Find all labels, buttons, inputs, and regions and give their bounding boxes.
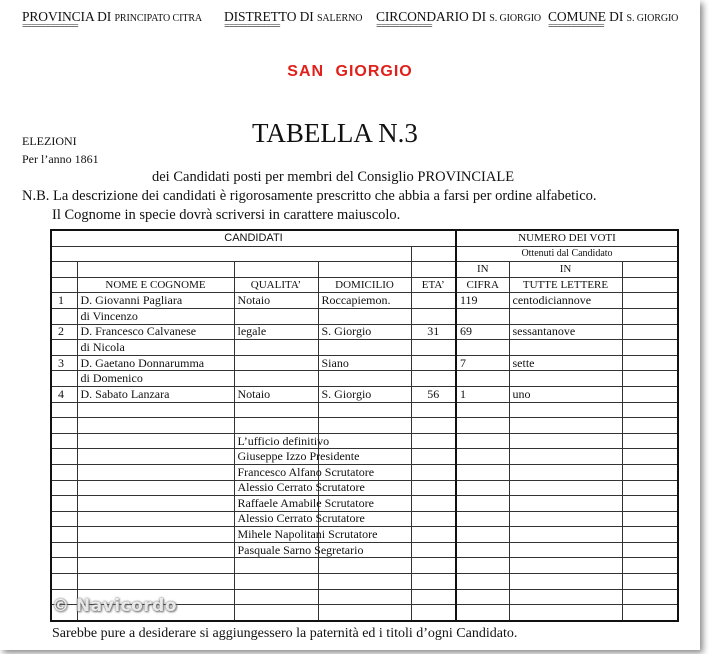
cell-eta [411, 480, 456, 496]
blank-cell [622, 496, 678, 512]
cell-qualita [234, 371, 318, 387]
table-row [51, 449, 678, 465]
blank-cell [622, 418, 678, 434]
cell-domicilio: Roccapiemon. [318, 293, 411, 309]
cell-qualita: Alessio Cerrato Scrutatore [234, 480, 318, 496]
cell-eta [411, 433, 456, 449]
town-name: SAN GIORGIO [287, 63, 413, 80]
provincia-value: PRINCIPATO CITRA [114, 13, 203, 24]
table-row [51, 480, 678, 496]
cell-lettere [509, 589, 622, 605]
table-row [51, 324, 678, 340]
cell-eta [411, 605, 456, 621]
cell-lettere [509, 340, 622, 356]
blank-cell [622, 308, 678, 324]
blank-cell [411, 262, 456, 278]
cell-qualita: Mihele Napolitani Scrutatore [234, 527, 318, 543]
ottenuti-header: Ottenuti dal Candidato [456, 246, 678, 262]
cell-qualita [234, 589, 318, 605]
table-row [51, 371, 678, 387]
cell-eta [411, 542, 456, 558]
subtitle: dei Candidati posti per membri del Consiglio PROVINCIALE [152, 169, 515, 185]
cell-cifra [456, 542, 509, 558]
cell-num [51, 511, 77, 527]
cell-qualita [234, 340, 318, 356]
footer-note: Sarebbe pure a desiderare si aggiungessero la paternità ed i titoli d’ogni Candidato. [52, 626, 518, 641]
in-header-1: IN [456, 262, 509, 278]
cell-nome: D. Giovanni Pagliara [77, 293, 234, 309]
cell-num [51, 308, 77, 324]
blank-cell [622, 574, 678, 590]
cell-nome [77, 480, 234, 496]
cell-nome [77, 558, 234, 574]
cell-eta [411, 496, 456, 512]
cell-lettere [509, 464, 622, 480]
cell-lettere [509, 558, 622, 574]
cell-num [51, 464, 77, 480]
cell-domicilio [318, 340, 411, 356]
header-row-1 [51, 230, 678, 246]
cell-lettere [509, 418, 622, 434]
table-row [51, 496, 678, 512]
blank-cell [622, 464, 678, 480]
blank-cell [622, 277, 678, 293]
table-row [51, 464, 678, 480]
cell-cifra [456, 605, 509, 621]
cell-domicilio [318, 605, 411, 621]
cell-num [51, 402, 77, 418]
cell-qualita: Notaio [234, 293, 318, 309]
cell-qualita: L’ufficio definitivo [234, 433, 318, 449]
col-nome-header: NOME E COGNOME [77, 277, 234, 293]
cell-num [51, 449, 77, 465]
cell-num [51, 527, 77, 543]
cell-eta [411, 355, 456, 371]
cell-cifra [456, 527, 509, 543]
blank-cell [622, 449, 678, 465]
cell-domicilio: S. Giorgio [318, 386, 411, 402]
blank-cell [622, 433, 678, 449]
cell-eta [411, 574, 456, 590]
cell-cifra [456, 433, 509, 449]
cell-eta [411, 449, 456, 465]
blank-cell [77, 262, 234, 278]
cell-nome: D. Gaetano Donnarumma [77, 355, 234, 371]
cell-nome [77, 527, 234, 543]
cell-num [51, 340, 77, 356]
cell-cifra [456, 480, 509, 496]
cell-lettere [509, 449, 622, 465]
table-row [51, 433, 678, 449]
table-row [51, 574, 678, 590]
blank-cell [622, 511, 678, 527]
table-row [51, 542, 678, 558]
cell-qualita: Giuseppe Izzo Presidente [234, 449, 318, 465]
underline-distretto: ============ [224, 21, 280, 32]
cell-domicilio [318, 433, 411, 449]
table-row [51, 340, 678, 356]
cell-qualita: Alessio Cerrato Scrutatore [234, 511, 318, 527]
cell-cifra [456, 340, 509, 356]
blank-cell [622, 340, 678, 356]
cell-qualita [234, 308, 318, 324]
cell-qualita: Raffaele Amabile Scrutatore [234, 496, 318, 512]
table-row [51, 511, 678, 527]
blank-cell [622, 605, 678, 621]
cell-nome [77, 574, 234, 590]
table-row [51, 418, 678, 434]
cell-cifra [456, 574, 509, 590]
page-title: TABELLA N.3 [252, 118, 418, 148]
comune-value: S. GIORGIO [626, 13, 679, 24]
cell-cifra [456, 558, 509, 574]
cell-qualita [234, 605, 318, 621]
cell-num: 2 [51, 324, 77, 340]
cell-eta [411, 558, 456, 574]
blank-cell [234, 262, 318, 278]
cell-num [51, 480, 77, 496]
cell-cifra: 119 [456, 293, 509, 309]
cell-domicilio [318, 308, 411, 324]
cell-num: 4 [51, 386, 77, 402]
elezioni-label: ELEZIONI [22, 134, 77, 148]
blank-cell [51, 246, 411, 262]
header-row-3 [51, 262, 678, 278]
col-qualita-header: QUALITA’ [234, 277, 318, 293]
blank-cell [622, 293, 678, 309]
cell-cifra [456, 371, 509, 387]
cell-num [51, 558, 77, 574]
table-row [51, 386, 678, 402]
cell-num [51, 418, 77, 434]
blank-cell [622, 589, 678, 605]
cell-nome [77, 496, 234, 512]
cell-nome [77, 402, 234, 418]
cell-nome: di Vincenzo [77, 308, 234, 324]
blank-cell [622, 480, 678, 496]
cell-eta [411, 402, 456, 418]
cell-lettere: uno [509, 386, 622, 402]
blank-cell [622, 527, 678, 543]
underline-comune: ============ [548, 21, 604, 32]
nb-line-1: N.B. La descrizione dei candidati è rigorosamente prescritto che abbia a farsi per ordine alfabetico. [22, 188, 597, 204]
cell-lettere: sessantanove [509, 324, 622, 340]
cell-lettere [509, 308, 622, 324]
blank-cell [622, 355, 678, 371]
cell-nome [77, 542, 234, 558]
blank-cell [51, 277, 77, 293]
cell-qualita [234, 574, 318, 590]
cell-domicilio [318, 418, 411, 434]
cell-eta [411, 418, 456, 434]
blank-cell [622, 324, 678, 340]
candidati-header: CANDIDATI [51, 230, 456, 246]
cell-cifra [456, 418, 509, 434]
cell-cifra [456, 402, 509, 418]
numero-voti-header: NUMERO DEI VOTI [456, 230, 678, 246]
cell-cifra [456, 449, 509, 465]
cell-eta [411, 527, 456, 543]
cell-num [51, 542, 77, 558]
cell-lettere: centodiciannove [509, 293, 622, 309]
cell-eta [411, 589, 456, 605]
cell-nome [77, 433, 234, 449]
circondario-value: S. GIORGIO [489, 13, 542, 24]
cell-lettere [509, 496, 622, 512]
blank-cell [318, 262, 411, 278]
table-row [51, 527, 678, 543]
cell-qualita [234, 402, 318, 418]
cell-eta: 31 [411, 324, 456, 340]
cell-domicilio [318, 558, 411, 574]
cell-qualita [234, 355, 318, 371]
cell-nome [77, 418, 234, 434]
cell-domicilio [318, 574, 411, 590]
cell-num [51, 371, 77, 387]
cell-domicilio: Siano [318, 355, 411, 371]
underline-circondario: ============ [376, 21, 432, 32]
cell-qualita [234, 558, 318, 574]
cell-lettere: sette [509, 355, 622, 371]
cell-lettere [509, 542, 622, 558]
copyright-watermark: © Navicordo [52, 596, 178, 616]
table-row [51, 558, 678, 574]
cell-lettere [509, 402, 622, 418]
cell-eta [411, 293, 456, 309]
cell-nome [77, 449, 234, 465]
cell-qualita: legale [234, 324, 318, 340]
blank-cell [622, 371, 678, 387]
cell-eta [411, 464, 456, 480]
col-lettere-header: TUTTE LETTERE [509, 277, 622, 293]
cell-qualita: Francesco Alfano Scrutatore [234, 464, 318, 480]
blank-cell [411, 246, 456, 262]
cell-eta: 56 [411, 386, 456, 402]
cell-cifra [456, 308, 509, 324]
cell-lettere [509, 605, 622, 621]
col-cifra-header: CIFRA [456, 277, 509, 293]
cell-cifra: 7 [456, 355, 509, 371]
table-row [51, 308, 678, 324]
cell-lettere [509, 574, 622, 590]
header-row-4 [51, 277, 678, 293]
cell-cifra: 69 [456, 324, 509, 340]
cell-cifra [456, 511, 509, 527]
header-row-2 [51, 246, 678, 262]
cell-num [51, 433, 77, 449]
cell-cifra [456, 496, 509, 512]
cell-nome [77, 464, 234, 480]
cell-qualita [234, 418, 318, 434]
cell-nome: di Nicola [77, 340, 234, 356]
cell-nome: D. Francesco Calvanese [77, 324, 234, 340]
cell-lettere [509, 433, 622, 449]
cell-qualita: Pasquale Sarno Segretario [234, 542, 318, 558]
underline-provincia: ============ [22, 21, 78, 32]
distretto-value: SALERNO [316, 13, 363, 24]
cell-cifra: 1 [456, 386, 509, 402]
circondario-label: CIRCONDARIO DI [376, 9, 486, 24]
comune-label: COMUNE DI [548, 9, 624, 24]
nb-line-2: Il Cognome in specie dovrà scriversi in carattere maiuscolo. [52, 207, 401, 223]
cell-domicilio [318, 371, 411, 387]
table-row [51, 402, 678, 418]
cell-num [51, 574, 77, 590]
blank-cell [622, 542, 678, 558]
cell-num [51, 496, 77, 512]
cell-cifra [456, 464, 509, 480]
cell-eta [411, 511, 456, 527]
blank-cell [622, 262, 678, 278]
cell-num: 1 [51, 293, 77, 309]
cell-eta [411, 308, 456, 324]
blank-cell [622, 558, 678, 574]
cell-eta [411, 340, 456, 356]
cell-lettere [509, 511, 622, 527]
cell-qualita: Notaio [234, 386, 318, 402]
cell-domicilio [318, 402, 411, 418]
blank-cell [622, 386, 678, 402]
cell-nome: di Domenico [77, 371, 234, 387]
distretto-label: DISTRETTO DI [224, 9, 314, 24]
blank-cell [622, 402, 678, 418]
provincia-label: PROVINCIA DI [22, 9, 112, 24]
cell-num: 3 [51, 355, 77, 371]
in-header-2: IN [509, 262, 622, 278]
cell-lettere [509, 371, 622, 387]
cell-lettere [509, 527, 622, 543]
cell-nome [77, 511, 234, 527]
cell-eta [411, 371, 456, 387]
blank-cell [51, 262, 77, 278]
anno-label: Per l’anno 1861 [22, 152, 99, 166]
cell-domicilio: S. Giorgio [318, 324, 411, 340]
cell-lettere [509, 480, 622, 496]
cell-nome: D. Sabato Lanzara [77, 386, 234, 402]
cell-domicilio [318, 589, 411, 605]
table-row [51, 293, 678, 309]
cell-cifra [456, 589, 509, 605]
col-eta-header: ETA’ [411, 277, 456, 293]
candidates-table [50, 229, 679, 622]
col-domicilio-header: DOMICILIO [318, 277, 411, 293]
table-row [51, 355, 678, 371]
